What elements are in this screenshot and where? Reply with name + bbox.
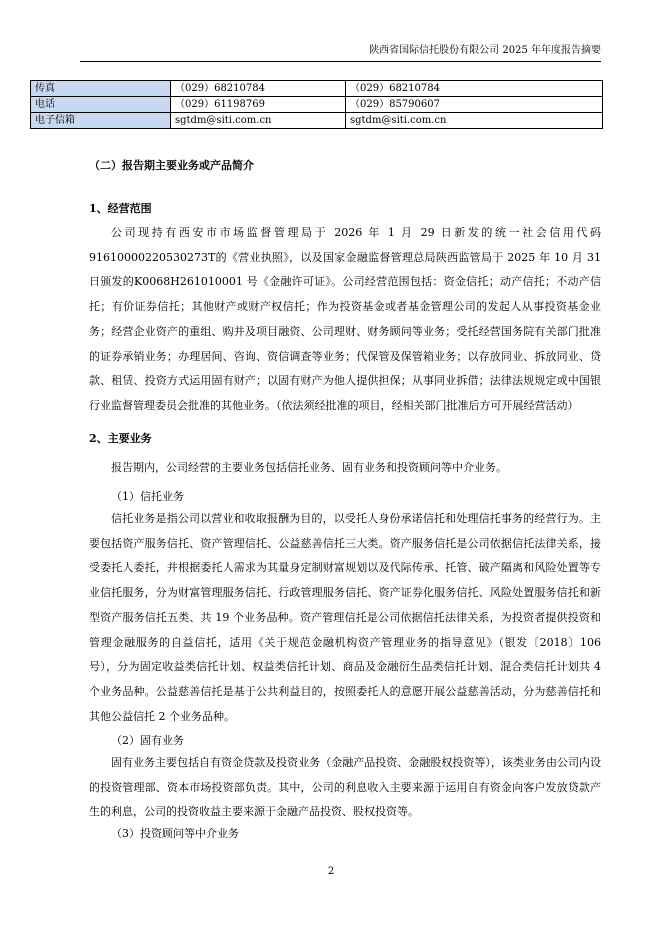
section-heading: （二）报告期主要业务或产品简介 xyxy=(89,159,254,172)
row-label: 电子信箱 xyxy=(31,113,171,129)
header-divider xyxy=(80,61,601,62)
table-row xyxy=(31,81,603,97)
business-heading: 2、主要业务 xyxy=(89,432,152,445)
proprietary-paragraph xyxy=(89,751,601,825)
table-row xyxy=(31,113,603,129)
page-number: 2 xyxy=(327,866,335,877)
table-cell: （029）68210784 xyxy=(346,81,603,97)
paragraph-text: 公司现持有西安市市场监督管理局于 2026 年 1 月 29 日新发的统一社会信用代码 91610000220530273T的《营业执照》，以及国家金融监督管理总局陕西监管局于 2025 年 10 月 31 日颁发的K0068H261010001 号《金融许可证》。公司经营范围包括：资金信托；动产信托；不动产信托；有价证券信托；其他财产或财产权信托；作为投资基金或者基金管理公司的发起人从事投资基金业务；经营企业资产的重组、购并及项目融资、公司理财、财务顾问等业务；受托经营国务院有关部门批准的证券承销业务；办理居间、咨询、资信调查等业务；代保管及保管箱业务；以存放同业、拆放同业、贷款、租赁、投资方式运用固有财产；以固有财产为他人提供担保；从事同业拆借；法律法规规定或中国银行业监督管理委员会批准的其他业务。（依法须经批准的项目，经相关部门批准后方可开展经营活动） xyxy=(89,226,601,412)
table-cell: （029）85790607 xyxy=(346,97,603,113)
paragraph-text: 报告期内，公司经营的主要业务包括信托业务、固有业务和投资顾问等中介业务。 xyxy=(111,461,507,474)
scope-paragraph xyxy=(89,221,601,419)
advisory-heading: （3）投资顾问等中介业务 xyxy=(111,827,239,840)
business-intro xyxy=(89,456,601,481)
table-cell: （029）61198769 xyxy=(171,97,346,113)
table-cell: （029）68210784 xyxy=(171,81,346,97)
row-label: 电话 xyxy=(31,97,171,113)
trust-paragraph xyxy=(89,507,601,729)
trust-heading: （1）信托业务 xyxy=(111,490,184,503)
paragraph-text: 信托业务是指公司以营业和收取报酬为目的，以受托人身份承诺信托和处理信托事务的经营行为。主要包括资产服务信托、资产管理信托、公益慈善信托三大类。资产服务信托是公司依据信托法律关系，接受委托人委托，并根据委托人需求为其量身定制财富规划以及代际传承、托管、破产隔离和风险处置等专业信托服务，分为财富管理服务信托、行政管理服务信托、资产证券化服务信托、风险处置服务信托和新型资产服务信托五类、共 19 个业务品种。资产管理信托是公司依据信托法律关系，为投资者提供投资和管理金融服务的自益信托，适用《关于规范金融机构资产管理业务的指导意见》（银发〔2018〕106 号），分为固定收益类信托计划、权益类信托计划、商品及金融衍生品类信托计划、混合类信托计划共 4 个业务品种。公益慈善信托是基于公共利益目的，按照委托人的意愿开展公益慈善活动，分为慈善信托和其他公益信托 2 个业务品种。 xyxy=(89,512,601,723)
row-label: 传真 xyxy=(31,81,171,97)
contact-table xyxy=(30,80,603,129)
scope-heading: 1、经营范围 xyxy=(89,202,152,215)
table-row xyxy=(31,97,603,113)
email-cell: sgtdm@siti.com.cn xyxy=(171,113,346,129)
email-cell: sgtdm@siti.com.cn xyxy=(346,113,603,129)
paragraph-text: 固有业务主要包括自有资金贷款及投资业务（金融产品投资、金融股权投资等），该类业务由公司内设的投资管理部、资本市场投资部负责。其中，公司的利息收入主要来源于运用自有资金向客户发放贷款产生的利息，公司的投资收益主要来源于金融产品投资、股权投资等。 xyxy=(89,756,601,819)
report-header: 陕西省国际信托股份有限公司 2025 年年度报告摘要 xyxy=(369,45,601,56)
proprietary-heading: （2）固有业务 xyxy=(111,734,184,747)
